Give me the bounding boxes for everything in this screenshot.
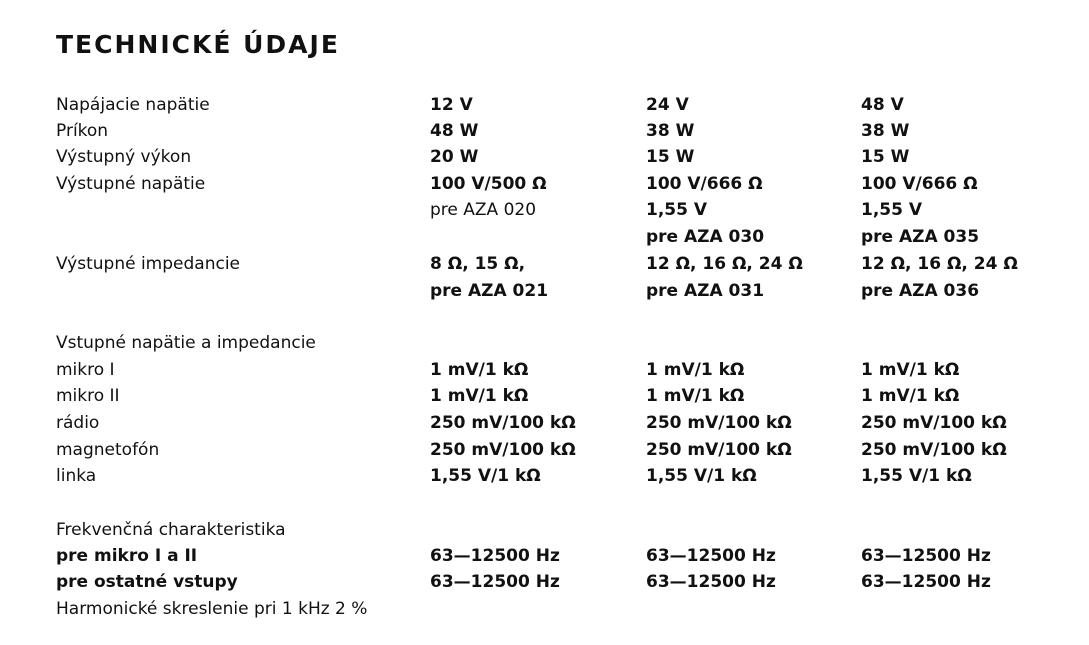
frequency-value-mikro-2: 63—12500 Hz: [646, 546, 776, 566]
value-supply-voltage-1: 12 V: [430, 95, 473, 115]
input-label-magnetofon: magnetofón: [56, 440, 160, 460]
frequency-label-other: pre ostatné vstupy: [56, 572, 238, 592]
input-value-mikro-2-1: 1 mV/1 kΩ: [430, 386, 529, 406]
frequency-value-mikro-3: 63—12500 Hz: [861, 546, 991, 566]
value-input-power-1: 48 W: [430, 121, 479, 141]
page-title: TECHNICKÉ ÚDAJE: [56, 30, 340, 59]
value-supply-voltage-3: 48 V: [861, 95, 904, 115]
value-output-power-2: 15 W: [646, 147, 695, 167]
label-supply-voltage: Napájacie napätie: [56, 95, 210, 115]
value-output-power-3: 15 W: [861, 147, 910, 167]
value-output-impedance-3: 12 Ω, 16 Ω, 24 Ω: [861, 254, 1018, 274]
frequency-value-other-3: 63—12500 Hz: [861, 572, 991, 592]
value-output-impedance-1: 8 Ω, 15 Ω,: [430, 254, 526, 274]
input-value-radio-3: 250 mV/100 kΩ: [861, 413, 1007, 433]
value-output-impedance-2: 12 Ω, 16 Ω, 24 Ω: [646, 254, 803, 274]
input-value-mikro-2-3: 1 mV/1 kΩ: [861, 386, 960, 406]
inputs-heading: Vstupné napätie a impedancie: [56, 333, 316, 353]
frequency-value-mikro-1: 63—12500 Hz: [430, 546, 560, 566]
input-label-linka: linka: [56, 466, 97, 486]
value-output-voltage-3: 100 V/666 Ω: [861, 174, 978, 194]
input-value-magnetofon-1: 250 mV/100 kΩ: [430, 440, 576, 460]
input-value-magnetofon-3: 250 mV/100 kΩ: [861, 440, 1007, 460]
value-output-voltage-3-line: 1,55 V: [861, 200, 923, 220]
input-value-mikro-1-3: 1 mV/1 kΩ: [861, 360, 960, 380]
input-label-mikro-2: mikro II: [56, 386, 120, 406]
input-value-mikro-1-2: 1 mV/1 kΩ: [646, 360, 745, 380]
value-output-impedance-2-model: pre AZA 031: [646, 281, 765, 301]
label-output-impedance: Výstupné impedancie: [56, 254, 241, 274]
label-input-power: Príkon: [56, 121, 109, 141]
value-output-voltage-2-line: 1,55 V: [646, 200, 708, 220]
value-input-power-3: 38 W: [861, 121, 910, 141]
input-value-mikro-1-1: 1 mV/1 kΩ: [430, 360, 529, 380]
value-output-voltage-1: 100 V/500 Ω: [430, 174, 547, 194]
input-label-mikro-1: mikro I: [56, 360, 115, 380]
value-output-voltage-1-model: pre AZA 020: [430, 200, 537, 220]
input-value-radio-2: 250 mV/100 kΩ: [646, 413, 792, 433]
value-output-voltage-2-model: pre AZA 030: [646, 227, 765, 247]
value-output-impedance-3-model: pre AZA 036: [861, 281, 980, 301]
input-value-linka-3: 1,55 V/1 kΩ: [861, 466, 972, 486]
input-value-linka-2: 1,55 V/1 kΩ: [646, 466, 757, 486]
value-output-impedance-1-model: pre AZA 021: [430, 281, 549, 301]
distortion-line: Harmonické skreslenie pri 1 kHz 2 %: [56, 599, 368, 619]
frequency-heading: Frekvenčná charakteristika: [56, 520, 286, 540]
value-output-voltage-2: 100 V/666 Ω: [646, 174, 763, 194]
value-supply-voltage-2: 24 V: [646, 95, 689, 115]
label-output-voltage: Výstupné napätie: [56, 174, 206, 194]
input-value-magnetofon-2: 250 mV/100 kΩ: [646, 440, 792, 460]
input-value-radio-1: 250 mV/100 kΩ: [430, 413, 576, 433]
value-output-voltage-3-model: pre AZA 035: [861, 227, 980, 247]
frequency-label-mikro: pre mikro I a II: [56, 546, 198, 566]
input-value-linka-1: 1,55 V/1 kΩ: [430, 466, 541, 486]
value-input-power-2: 38 W: [646, 121, 695, 141]
label-output-power: Výstupný výkon: [56, 147, 192, 167]
input-value-mikro-2-2: 1 mV/1 kΩ: [646, 386, 745, 406]
frequency-value-other-1: 63—12500 Hz: [430, 572, 560, 592]
value-output-power-1: 20 W: [430, 147, 479, 167]
frequency-value-other-2: 63—12500 Hz: [646, 572, 776, 592]
input-label-radio: rádio: [56, 413, 100, 433]
